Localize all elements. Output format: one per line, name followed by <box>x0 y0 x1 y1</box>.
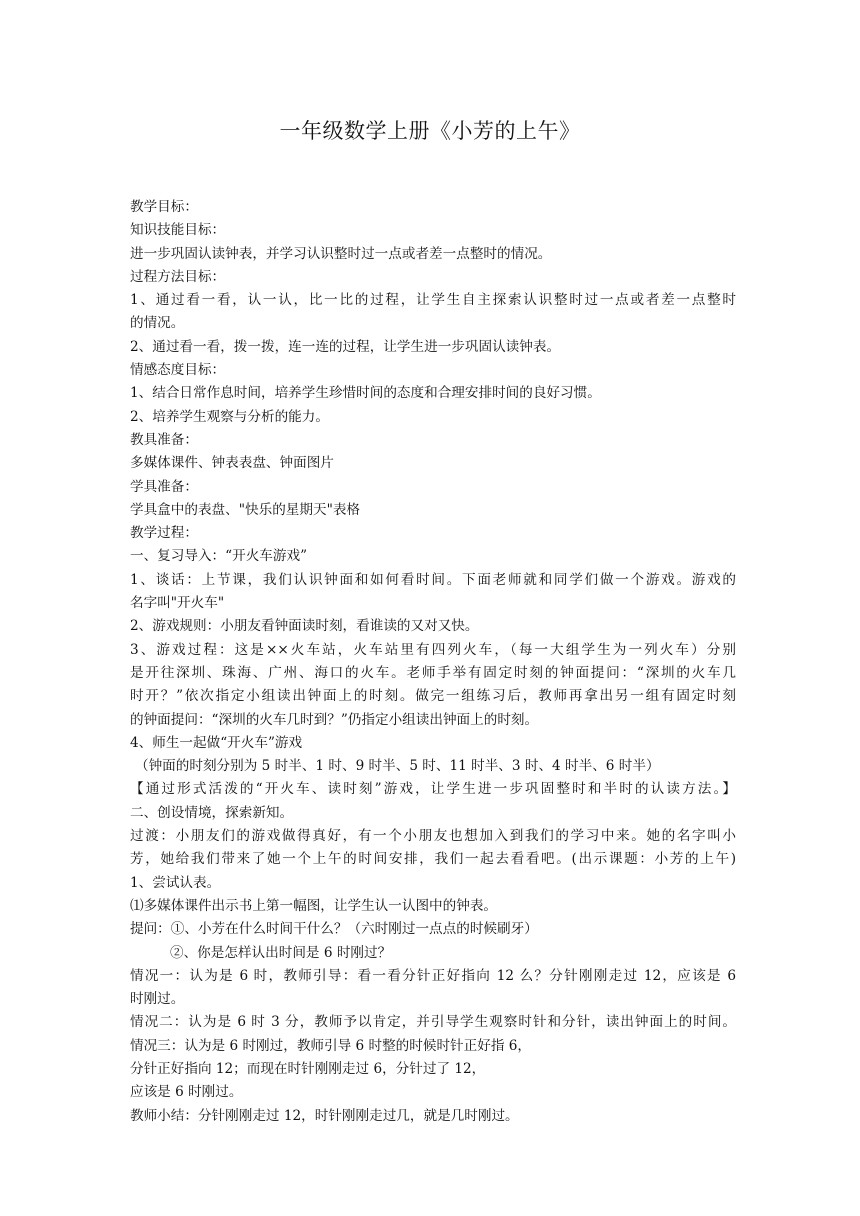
body-line: 学具盒中的表盘、"快乐的星期天"表格 <box>130 501 361 518</box>
document-title: 一年级数学上册《小芳的上午》 <box>279 119 581 143</box>
body-line: 多媒体课件、钟表表盘、钟面图片 <box>130 455 334 472</box>
body-line: 情况一：认为是 6 时，教师引导：看一看分针正好指向 12 么？分针刚刚走过 12，应该是 6 <box>130 967 736 984</box>
body-line: 时刚过。 <box>130 991 185 1008</box>
body-line: 3、游戏过程：这是××火车站，火车站里有四列火车，（每一大组学生为一列火车）分别 <box>130 641 736 658</box>
body-line: 的钟面提问：“深圳的火车几时到？”仍指定小组读出钟面上的时刻。 <box>130 711 539 728</box>
body-line: 1、尝试认表。 <box>130 874 221 891</box>
body-line: 分针正好指向 12；而现在时针刚刚走过 6，分针过了 12， <box>130 1060 486 1077</box>
body-line: ⑴多媒体课件出示书上第一幅图，让学生认一认图中的钟表。 <box>130 897 498 914</box>
body-line: 芳，她给我们带来了她一个上午的时间安排，我们一起去看看吧。(出示课题：小芳的上午) <box>130 851 736 868</box>
body-line: 2、培养学生观察与分析的能力。 <box>130 408 329 425</box>
body-line: 过渡：小朋友们的游戏做得真好，有一个小朋友也想加入到我们的学习中来。她的名字叫小 <box>130 828 736 845</box>
body-line: 二、创设情境，探索新知。 <box>130 804 294 821</box>
body-line: 情况二：认为是 6 时 3 分，教师予以肯定，并引导学生观察时针和分针，读出钟面上的时间。 <box>130 1014 736 1031</box>
body-line: 教具准备： <box>130 431 198 448</box>
body-line: 名字叫"开火车" <box>130 595 225 612</box>
body-line: 进一步巩固认读钟表，并学习认识整时过一点或者差一点整时的情况。 <box>130 245 552 262</box>
body-line: 教学目标： <box>130 199 198 215</box>
body-line: 一、复习导入：“开火车游戏” <box>130 548 308 565</box>
body-line: 学具准备： <box>130 478 198 495</box>
body-line: 时开？”依次指定小组读出钟面上的时刻。做完一组练习后，教师再拿出另一组有固定时刻 <box>130 688 736 705</box>
body-line: 教师小结：分针刚刚走过 12，时针刚刚走过几，就是几时刚过。 <box>130 1107 519 1124</box>
body-line: 2、游戏规则：小朋友看钟面读时刻，看谁读的又对又快。 <box>130 618 479 635</box>
body-line: 【通过形式活泼的“开火车、读时刻”游戏，让学生进一步巩固整时和半时的认读方法。】 <box>130 781 736 798</box>
body-line: 1、谈话：上节课，我们认识钟面和如何看时间。下面老师就和同学们做一个游戏。游戏的 <box>130 571 736 588</box>
body-line: 提问：①、小芳在什么时间干什么？（六时刚过一点点的时候刷牙） <box>130 921 538 938</box>
body-line: 4、师生一起做“开火车”游戏 <box>130 734 303 751</box>
body-line: 情感态度目标： <box>130 362 226 379</box>
body-line: 2、通过看一看，拨一拨，连一连的过程，让学生进一步巩固认读钟表。 <box>130 338 561 355</box>
body-line: 的情况。 <box>130 315 185 332</box>
body-line: 知识技能目标： <box>130 222 226 239</box>
document-body <box>130 196 736 1128</box>
body-line: （钟面的时刻分别为 5 时半、1 时、9 时半、5 时、11 时半、3 时、4 时半、6 时半） <box>135 758 660 775</box>
body-line: 1、结合日常作息时间，培养学生珍惜时间的态度和合理安排时间的良好习惯。 <box>130 385 601 402</box>
body-line: 是开往深圳、珠海、广州、海口的火车。老师手举有固定时刻的钟面提问：“深圳的火车几 <box>130 664 736 681</box>
body-line: 1、通过看一看，认一认，比一比的过程，让学生自主探索认识整时过一点或者差一点整时 <box>130 292 736 309</box>
body-line: 教学过程： <box>130 525 198 542</box>
body-line: 过程方法目标： <box>130 268 226 285</box>
body-line: 情况三：认为是 6 时刚过，教师引导 6 时整的时候时针正好指 6， <box>130 1037 531 1054</box>
body-line: ②、你是怎样认出时间是 6 时刚过？ <box>170 944 392 961</box>
body-line: 应该是 6 时刚过。 <box>130 1084 243 1101</box>
